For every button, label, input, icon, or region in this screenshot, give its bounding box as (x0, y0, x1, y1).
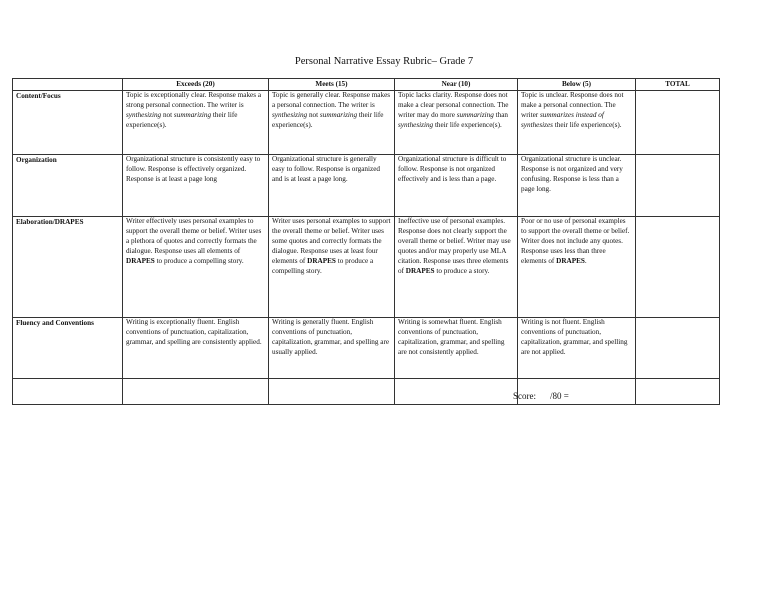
cell-fluency-exceeds: Writing is exceptionally fluent. English conventions of punctuation, capitalization, grammar, and spelling are consistently applied. (123, 317, 269, 378)
cell-content-meets: Topic is generally clear. Response makes a personal connection. The writer is synthesizing not summarizing their life experience(s). (269, 90, 395, 154)
empty-cell (395, 378, 518, 404)
cell-fluency-near: Writing is somewhat fluent. English conventions of punctuation, capitalization, grammar, and spelling are not consistently applied. (395, 317, 518, 378)
cell-organization-below: Organizational structure is unclear. Response is not organized and very confusing. Response is less than a page long. (518, 154, 636, 216)
row-label-content-focus: Content/Focus (13, 90, 123, 154)
empty-cell (13, 378, 123, 404)
score-label: Score: (513, 391, 536, 401)
header-below: Below (5) (518, 79, 636, 91)
header-near: Near (10) (395, 79, 518, 91)
cell-fluency-meets: Writing is generally fluent. English conventions of punctuation, capitalization, grammar, and spelling are usually applied. (269, 317, 395, 378)
cell-fluency-below: Writing is not fluent. English conventions of punctuation, capitalization, grammar, and spelling are not applied. (518, 317, 636, 378)
cell-organization-meets: Organizational structure is generally easy to follow. Response is organized and is at least a page long. (269, 154, 395, 216)
cell-content-below: Topic is unclear. Response does not make a personal connection. The writer summarizes instead of synthesizes their life experience(s). (518, 90, 636, 154)
cell-elaboration-meets: Writer uses personal examples to support the overall theme or belief. Writer uses some quotes and correctly formats the dialogue. Response uses at least four elements of DRAPES to produce a compelling story. (269, 216, 395, 317)
table-row (13, 154, 720, 216)
cell-elaboration-total (636, 216, 720, 317)
header-exceeds: Exceeds (20) (123, 79, 269, 91)
cell-elaboration-exceeds: Writer effectively uses personal examples to support the overall theme or belief. Writer uses a plethora of quotes and correctly formats the dialogue. Response uses all elements of DRAPES to produce a compelling story. (123, 216, 269, 317)
empty-cell (636, 378, 720, 404)
table-row-empty (13, 378, 720, 404)
cell-fluency-total (636, 317, 720, 378)
empty-cell (123, 378, 269, 404)
score-line (513, 391, 569, 401)
empty-cell (269, 378, 395, 404)
table-row (13, 216, 720, 317)
score-value: /80 = (550, 391, 569, 401)
cell-content-total (636, 90, 720, 154)
header-blank (13, 79, 123, 91)
table-row (13, 90, 720, 154)
cell-organization-near: Organizational structure is difficult to follow. Response is not organized effectively and is less than a page. (395, 154, 518, 216)
row-label-organization: Organization (13, 154, 123, 216)
table-row (13, 317, 720, 378)
row-label-fluency: Fluency and Conventions (13, 317, 123, 378)
cell-content-near: Topic lacks clarity. Response does not make a clear personal connection. The writer may do more summarizing than synthesizing their life experience(s). (395, 90, 518, 154)
cell-organization-exceeds: Organizational structure is consistently easy to follow. Response is effectively organized. Response is at least a page long (123, 154, 269, 216)
header-total: TOTAL (636, 79, 720, 91)
header-row (13, 79, 720, 91)
cell-elaboration-near: Ineffective use of personal examples. Response does not clearly support the overall theme or belief. Writer may use quotes and/or may properly use MLA citation. Response uses three elements of DRAPES to produce a story. (395, 216, 518, 317)
row-label-elaboration: Elaboration/DRAPES (13, 216, 123, 317)
cell-organization-total (636, 154, 720, 216)
header-meets: Meets (15) (269, 79, 395, 91)
rubric-table (12, 78, 720, 405)
cell-elaboration-below: Poor or no use of personal examples to support the overall theme or belief. Writer does not include any quotes. Response uses less than three elements of DRAPES. (518, 216, 636, 317)
cell-content-exceeds: Topic is exceptionally clear. Response makes a strong personal connection. The writer is synthesizing not summarizing their life experience(s). (123, 90, 269, 154)
page-title: Personal Narrative Essay Rubric– Grade 7 (294, 56, 474, 67)
